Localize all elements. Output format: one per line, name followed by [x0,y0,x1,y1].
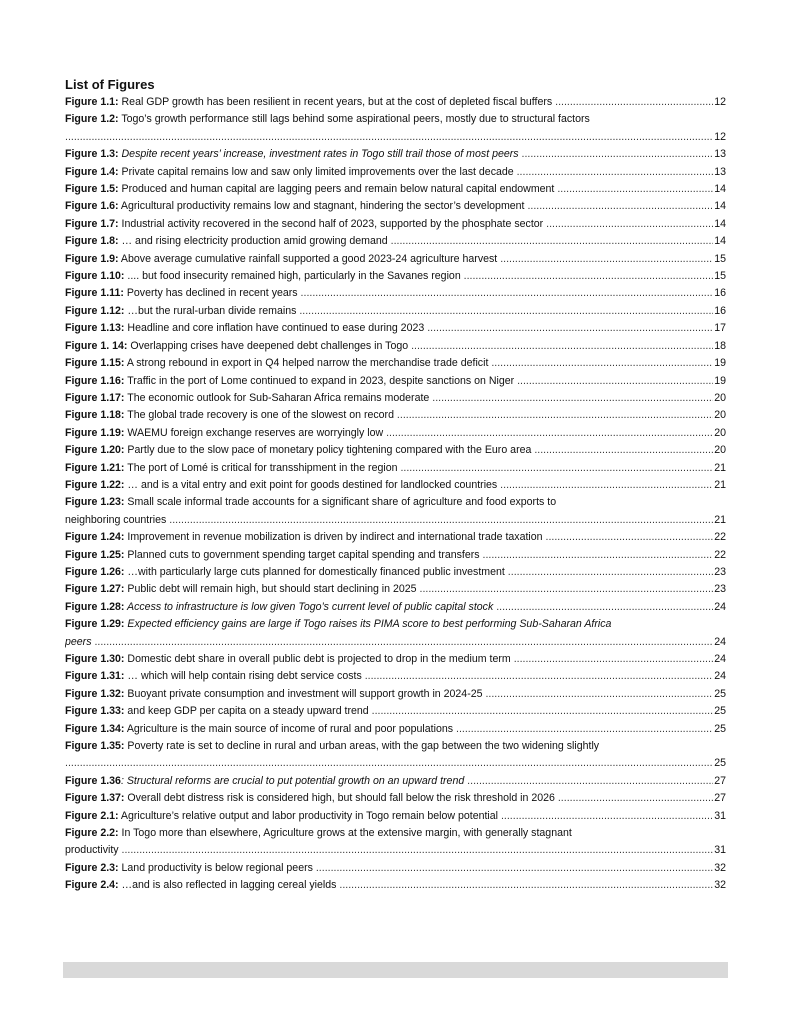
figure-caption: Produced and human capital are lagging peers and remain below natural capital endowment [118,183,555,196]
page-number: 21 [714,513,726,526]
page-number: 25 [714,722,726,735]
figure-caption: Buoyant private consumption and investment will support growth in 2024-25 [124,687,483,700]
figure-caption: In Togo more than elsewhere, Agriculture grows at the extensive margin, with generally stagnant [118,827,572,840]
toc-entry[interactable] [65,164,726,181]
figure-caption: Small scale informal trade accounts for a significant share of agriculture and food exports to [124,496,557,509]
toc-entry[interactable] [65,790,726,807]
toc-entry[interactable] [65,285,726,302]
page-number: 13 [714,165,726,178]
page-number: 22 [714,548,726,561]
figure-caption: Real GDP growth has been resilient in recent years, but at the cost of depleted fiscal buffers [118,96,553,108]
page-number: 31 [714,844,726,857]
list-of-figures [65,77,726,895]
figure-label: Figure 1.10: [65,270,125,283]
toc-entry[interactable] [65,373,726,390]
page-number: 19 [714,374,726,387]
figure-caption: Agriculture is the main source of income of rural and poor populations [124,722,454,735]
figure-label: Figure 1.11: [65,287,124,300]
page-number: 15 [714,270,726,283]
figure-caption: Industrial activity recovered in the second half of 2023, supported by the phosphate sector [118,217,544,230]
toc-entry[interactable] [65,425,726,442]
toc-entry[interactable] [65,668,726,685]
toc-entry[interactable] [65,703,726,720]
page-number: 20 [714,409,726,422]
toc-entry[interactable] [65,825,726,860]
figure-label: Figure 1.29: [65,618,125,631]
figure-label: Figure 1.9: [65,252,119,265]
figure-label: Figure 1.32: [65,687,125,700]
toc-entry[interactable] [65,721,726,738]
toc-entry[interactable] [65,860,726,877]
page-number: 12 [714,130,726,143]
figure-label: Figure 1.18: [65,409,125,422]
figure-caption: The economic outlook for Sub-Saharan Africa remains moderate [124,391,430,404]
figure-caption: Overlapping crises have deepened debt challenges in Togo [127,339,409,352]
page-number: 21 [714,461,726,474]
figure-label: Figure 2.4: [65,879,119,892]
toc-entry[interactable] [65,94,726,111]
figure-label: Figure 1.37: [65,792,125,805]
toc-entry[interactable] [65,442,726,459]
toc-entry[interactable] [65,547,726,564]
figure-label: Figure 1. 14: [65,339,128,352]
figure-label: Figure 1.2: [65,113,119,126]
toc-entry[interactable] [65,338,726,355]
page-number: 14 [714,200,726,213]
figure-caption: Poverty rate is set to decline in rural and urban areas, with the gap between the two widening slightly [124,740,600,753]
figure-caption: Improvement in revenue mobilization is driven by indirect and international trade taxation [124,531,543,544]
toc-entry[interactable] [65,216,726,233]
page-number: 24 [714,670,726,683]
page-number: 20 [714,391,726,404]
toc-entry[interactable] [65,686,726,703]
figure-caption: Headline and core inflation have continued to ease during 2023 [124,322,425,335]
page-number: 18 [714,339,726,352]
figure-caption: …and is also reflected in lagging cereal yields [118,879,337,892]
toc-entry[interactable] [65,738,726,773]
figure-label: Figure 1.1: [65,96,119,108]
toc-entry[interactable] [65,773,726,790]
figure-caption: Access to infrastructure is low given Togo’s current level of public capital stock [124,600,494,613]
figure-label: Figure 1.15: [65,357,125,370]
list-title: List of Figures [65,77,155,92]
page-number: 17 [714,322,726,335]
toc-entry[interactable] [65,616,726,651]
figure-label: Figure 1.31: [65,670,125,683]
figure-caption: …with particularly large cuts planned for domestically financed public investment [124,565,505,578]
footer-bar [63,962,728,978]
page-number: 21 [714,478,726,491]
figure-caption: Despite recent years’ increase, investment rates in Togo still trail those of most peers [118,148,519,161]
figure-caption: …but the rural-urban divide remains [124,304,297,317]
toc-entry[interactable] [65,477,726,494]
figure-caption: Expected efficiency gains are large if Togo raises its PIMA score to best performing Sub-Saharan Africa [124,618,612,631]
page-number: 31 [714,809,726,822]
toc-entry[interactable] [65,198,726,215]
toc-entry[interactable] [65,564,726,581]
page-number: 25 [714,757,726,770]
page-number: 23 [714,583,726,596]
page-number: 14 [714,235,726,248]
figure-label: Figure 1.30: [65,653,125,665]
figure-caption: Partly due to the slow pace of monetary policy tightening compared with the Euro area [124,444,532,457]
figure-label: Figure 1.12: [65,304,125,317]
page-number: 32 [714,879,726,892]
figure-caption-continued: neighboring countries [65,513,167,526]
page-number: 20 [714,444,726,457]
toc-entry[interactable] [65,251,726,268]
figure-label: Figure 1.4: [65,165,119,178]
figure-caption: … and is a vital entry and exit point for goods destined for landlocked countries [124,478,498,491]
page-number: 16 [714,304,726,317]
figure-caption: and keep GDP per capita on a steady upward trend [124,705,369,718]
figure-label: Figure 1.27: [65,583,125,596]
figure-label: Figure 1.34: [65,722,125,735]
figure-caption: … and rising electricity production amid growing demand [118,235,388,248]
toc-entry[interactable] [65,877,726,894]
figure-label: Figure 1.33: [65,705,125,718]
figure-caption: Agriculture’s relative output and labor productivity in Togo remain below potential [118,809,499,822]
toc-entry[interactable] [65,581,726,598]
figure-label: Figure 1.26: [65,565,125,578]
figure-label: Figure 1.5: [65,183,119,196]
figure-caption: Traffic in the port of Lome continued to expand in 2023, despite sanctions on Niger [124,374,515,387]
toc-entry[interactable] [65,111,726,146]
figure-label: Figure 1.25: [65,548,125,561]
page-number: 32 [714,861,726,874]
toc-entry[interactable] [65,529,726,546]
figure-label: Figure 1.35: [65,740,125,753]
page-number: 27 [714,792,726,805]
figure-label: Figure 1.17: [65,391,125,404]
page-number: 23 [714,565,726,578]
toc-entry[interactable] [65,651,726,668]
figure-label: Figure 1.16: [65,374,125,387]
page-number: 24 [714,600,726,613]
figure-label: Figure 1.23: [65,496,125,509]
figure-caption: Overall debt distress risk is considered high, but should fall below the risk threshold in 2026 [124,792,555,805]
page-number: 14 [714,183,726,196]
figure-label: Figure 1.13: [65,322,125,335]
figure-caption: Above average cumulative rainfall supported a good 2023-24 agriculture harvest [118,252,498,265]
figure-label: Figure 1.22: [65,478,125,491]
page-number: 25 [714,687,726,700]
figure-label: Figure 1.21: [65,461,125,474]
toc-entry[interactable] [65,808,726,825]
figure-caption: Land productivity is below regional peers [118,861,313,874]
page-number: 27 [714,774,726,787]
figure-caption: Domestic debt share in overall public debt is projected to drop in the medium term [124,653,511,665]
page-number: 15 [714,252,726,265]
toc-entry[interactable] [65,460,726,477]
figure-caption: The global trade recovery is one of the slowest on record [124,409,394,422]
figure-caption: Planned cuts to government spending target capital spending and transfers [124,548,480,561]
toc-entry[interactable] [65,494,726,529]
page-number: 24 [714,635,726,648]
figure-caption-continued: productivity [65,844,119,857]
figure-caption: .... but food insecurity remained high, particularly in the Savanes region [124,270,461,283]
figure-label: Figure 1.3: [65,148,119,161]
figure-label: Figure 1.24: [65,531,125,544]
figure-label: Figure 1.20: [65,444,125,457]
page-number: 19 [714,357,726,370]
figure-label: Figure 1.7: [65,217,119,230]
figure-caption: Poverty has declined in recent years [123,287,298,300]
toc-entry[interactable] [65,390,726,407]
page-number: 22 [714,531,726,544]
figure-label: Figure 1.19: [65,426,125,439]
toc-entry[interactable] [65,181,726,198]
toc-entry[interactable] [65,268,726,285]
toc-entry[interactable] [65,355,726,372]
toc-entry[interactable] [65,407,726,424]
figure-caption-continued: peers [65,635,92,648]
figure-caption: Agricultural productivity remains low and stagnant, hindering the sector’s development [118,200,525,213]
figure-caption: Togo’s growth performance still lags behind some aspirational peers, mostly due to structural factors [118,113,590,126]
figure-caption: : Structural reforms are crucial to put potential growth on an upward trend [120,774,465,787]
toc-entry[interactable] [65,599,726,616]
figure-caption: Private capital remains low and saw only limited improvements over the last decade [118,165,514,178]
figure-label: Figure 1.8: [65,235,119,248]
figure-label: Figure 2.1: [65,809,119,822]
page-number: 25 [714,705,726,718]
figure-caption: A strong rebound in export in Q4 helped narrow the merchandise trade deficit [124,357,489,370]
toc-entry[interactable] [65,233,726,250]
toc-entry[interactable] [65,320,726,337]
figure-label: Figure 1.28: [65,600,125,613]
toc-entry[interactable] [65,303,726,320]
toc-entry[interactable] [65,146,726,163]
figure-label: Figure 1.6: [65,200,119,213]
page-number: 12 [714,96,726,108]
figure-label: Figure 2.2: [65,827,119,840]
figure-caption: WAEMU foreign exchange reserves are worryingly low [124,426,384,439]
page-number: 20 [714,426,726,439]
figure-caption: The port of Lomé is critical for transshipment in the region [124,461,398,474]
page-number: 24 [714,653,726,665]
figure-label: Figure 2.3: [65,861,119,874]
page-number: 14 [714,217,726,230]
figure-label: Figure 1.36 [65,774,121,787]
page-number: 16 [714,287,726,300]
page-number: 13 [714,148,726,161]
figure-caption: Public debt will remain high, but should start declining in 2025 [124,583,417,596]
figure-caption: … which will help contain rising debt service costs [124,670,362,683]
